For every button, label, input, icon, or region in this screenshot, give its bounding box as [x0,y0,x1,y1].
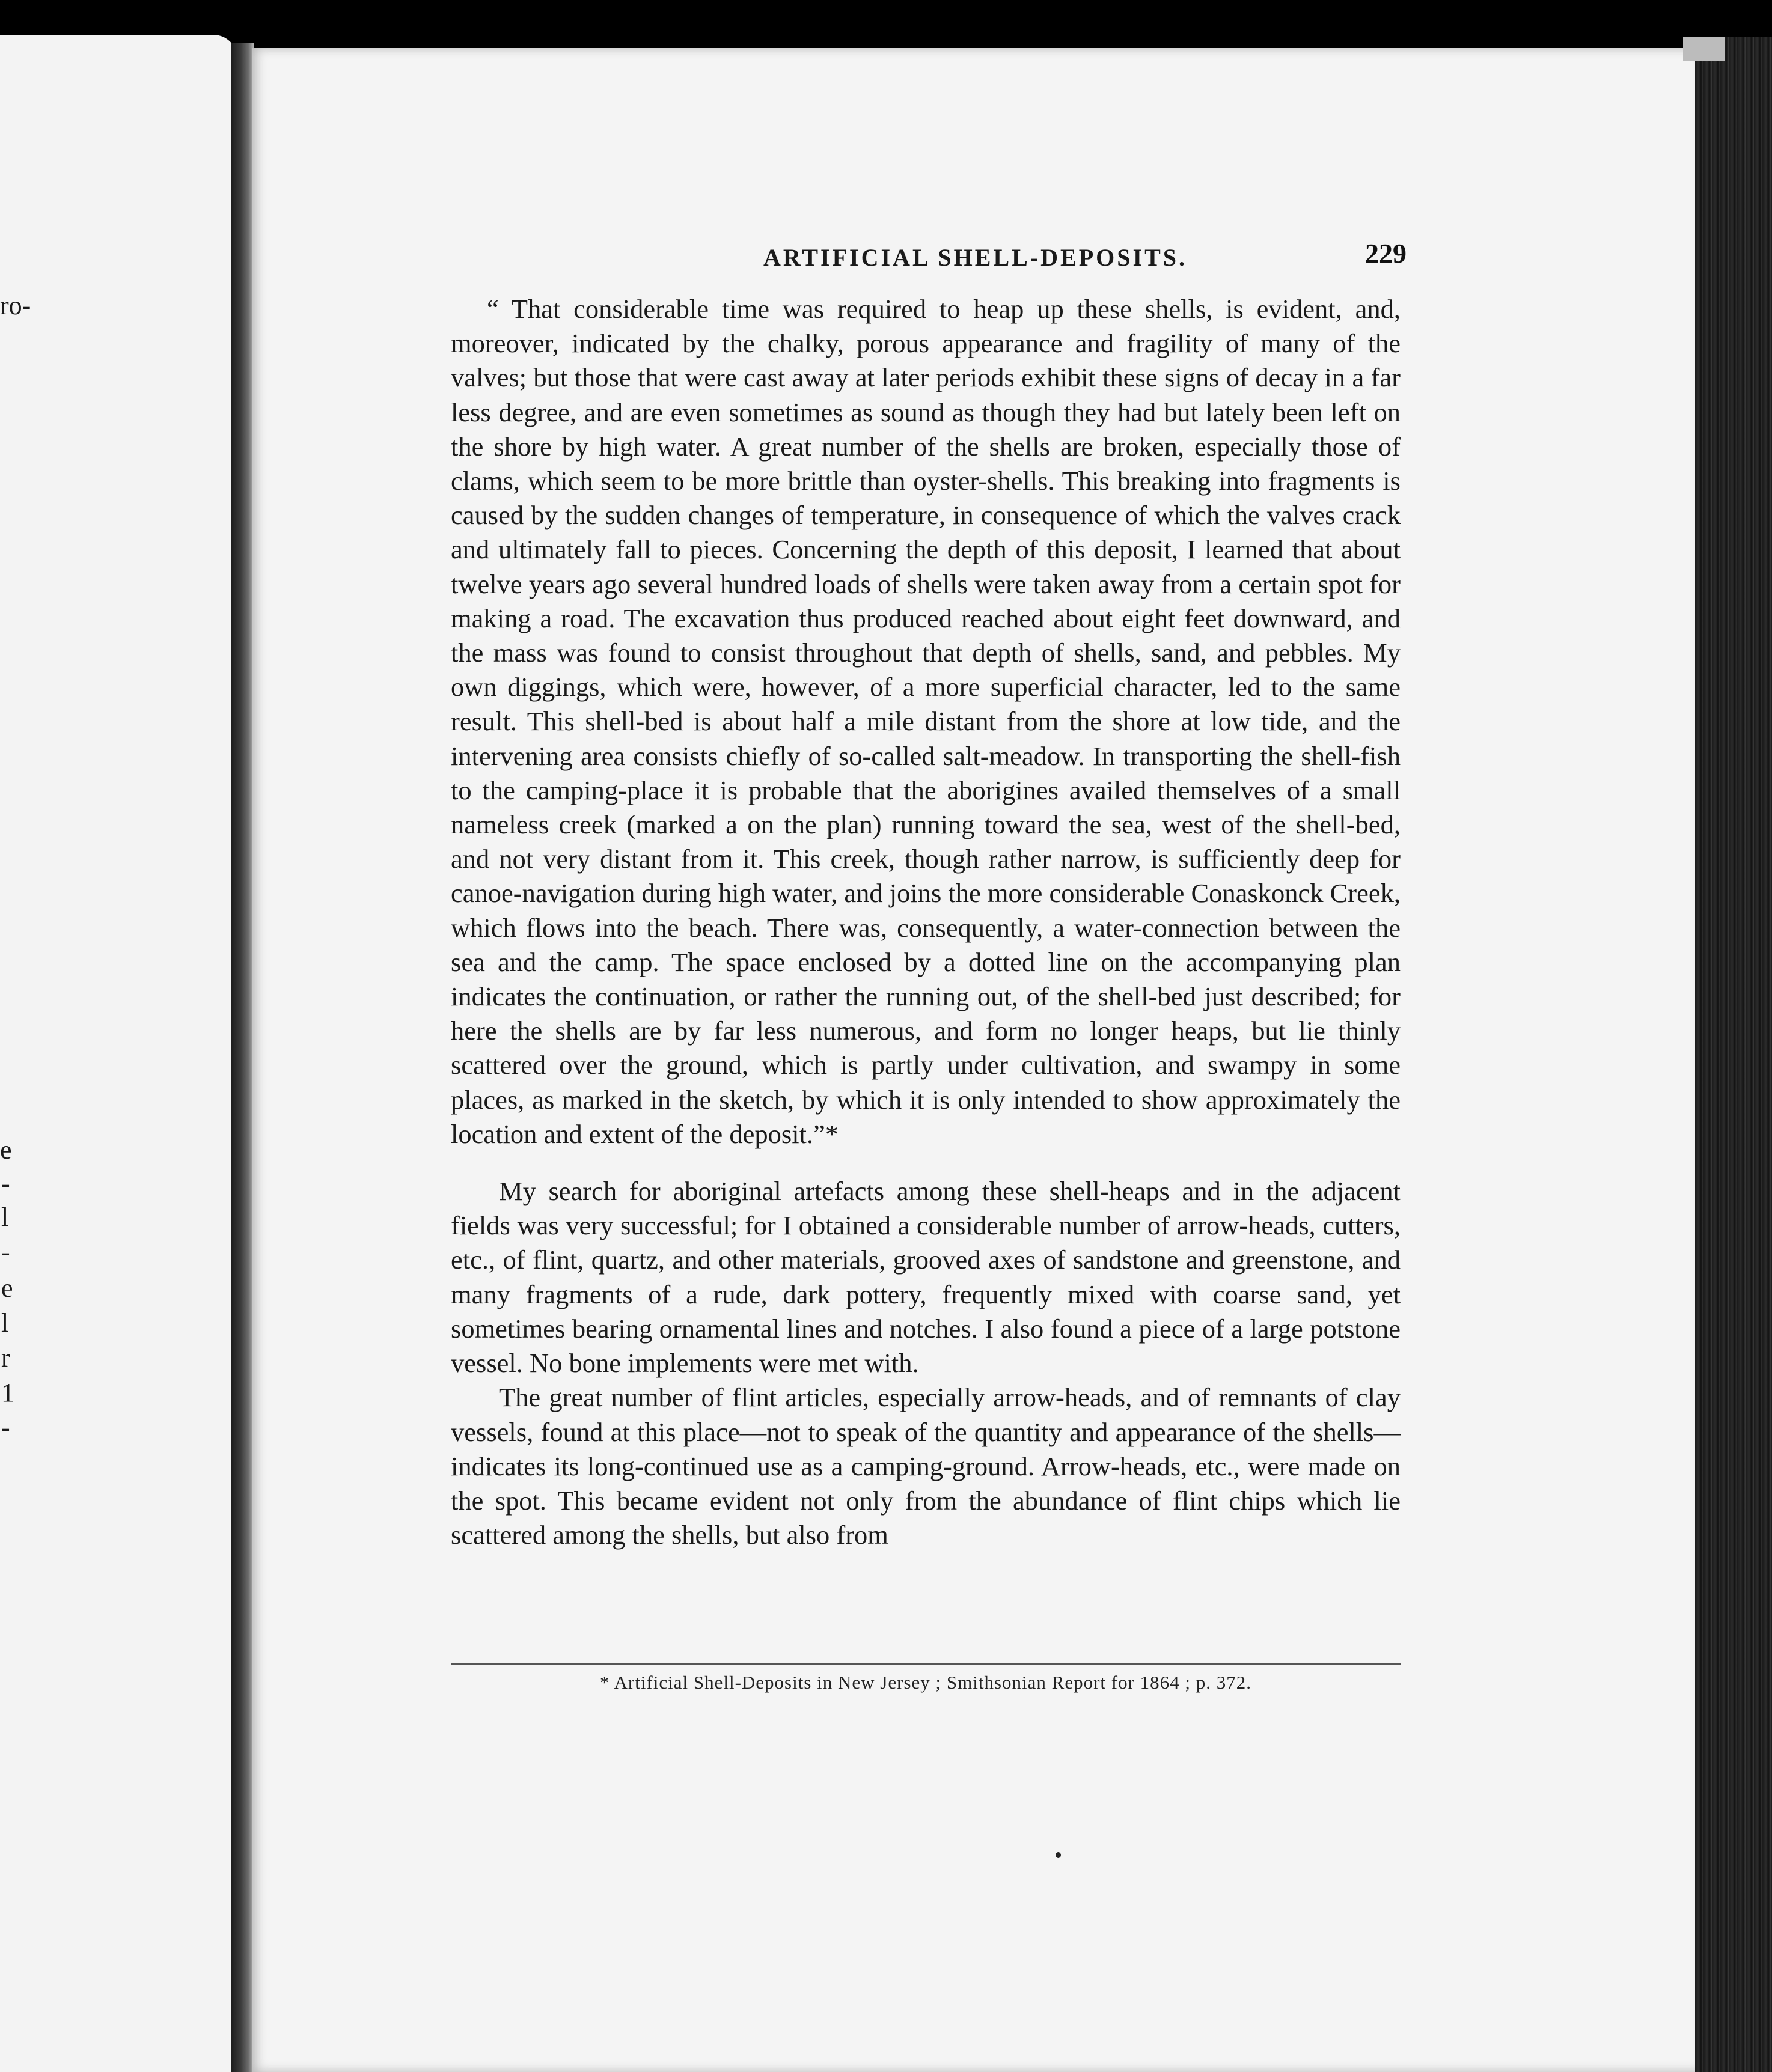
left-fragment: e [1,1273,13,1303]
left-fragment: l [1,1202,9,1232]
page-edge-stack [1695,37,1772,2072]
left-facing-page [0,35,237,2072]
running-head-title: ARTIFICIAL SHELL-DEPOSITS. [763,244,1187,271]
page-number: 229 [1365,238,1407,269]
left-fragment: - [1,1169,10,1198]
page-corner [1683,37,1725,61]
left-fragment: r [1,1343,10,1373]
left-fragment: ro- [0,291,31,320]
paragraph-quoted-description: “ That considerable time was required to heap up these shells, is evident, and, moreover, indicated by the chalky, porous appearance and fragility of many of the valves; but those that were cast away at later periods exhibit these signs of decay in a far less degree, and are even sometimes as sound as though they had but lately been left on the shore by high water. A great number of the shells are broken, especially those of clams, which seem to be more brittle than oyster-shells. This breaking into fragments is caused by the sudden changes of temperature, in consequence of which the valves crack and ultimately fall to pieces. Concerning the depth of this deposit, I learned that about twelve years ago several hundred loads of shells were taken away from a certain spot for making a road. The excavation thus produced reached about eight feet downward, and the mass was found to consist throughout that depth of shells, sand, and pebbles. My own diggings, which were, however, of a more superficial character, led to the same result. This shell-bed is about half a mile distant from the shore at low tide, and the intervening area consists chiefly of so-called salt-meadow. In transporting the shell-fish to the camping-place it is probable that the aborigines availed themselves of a small nameless creek (marked a on the plan) running toward the sea, west of the shell-bed, and not very distant from it. This creek, though rather narrow, is sufficiently deep for canoe-navigation during high water, and joins the more considerable Conaskonck Creek, which flows into the beach. There was, consequently, a water-connection between the sea and the camp. The space enclosed by a dotted line on the accompanying plan indicates the continuation, or rather the running out, of the shell-bed just described; for here the shells are by far less numerous, and form no longer heaps, but lie thinly scattered over the ground, which is partly under cultivation, and swampy in some places, as marked in the sketch, by which it is only intended to show approximately the location and extent of the deposit.”* [451,294,1401,1149]
left-fragment: l [1,1308,9,1338]
scan-speck [1056,1852,1061,1858]
book-gutter [231,43,254,2072]
paragraph-flint-articles: The great number of flint articles, especially arrow-heads, and of remnants of clay vessels, found at this place—not to speak of the quantity and appearance of the shells—indicates its long-continued use as a camping-ground. Arrow-heads, etc., were made on the spot. This became evident not only from the abundance of flint chips which lie scattered among the shells, but also from [451,1382,1401,1550]
paragraph-artefact-search: My search for aboriginal artefacts among these shell-heaps and in the adjacent fields was very successful; for I obtained a considerable number of arrow-heads, cutters, etc., of flint, quartz, and other materials, grooved axes of sandstone and greenstone, and many fragments of a rude, dark pottery, frequently mixed with coarse sand, yet sometimes bearing ornamental lines and notches. I also found a piece of a large potstone vessel. No bone implements were met with. [451,1176,1401,1379]
footnote-rule [451,1663,1401,1665]
body-text [451,292,1401,1552]
left-fragment: - [1,1237,10,1267]
left-fragment: - [1,1413,10,1442]
left-fragment: e [0,1135,12,1165]
running-header [445,237,1407,279]
left-fragment: 1 [1,1378,14,1407]
footnote: * Artificial Shell-Deposits in New Jersey ; Smithsonian Report for 1864 ; p. 372. [599,1672,1252,1693]
left-page-fragments [0,35,237,2072]
